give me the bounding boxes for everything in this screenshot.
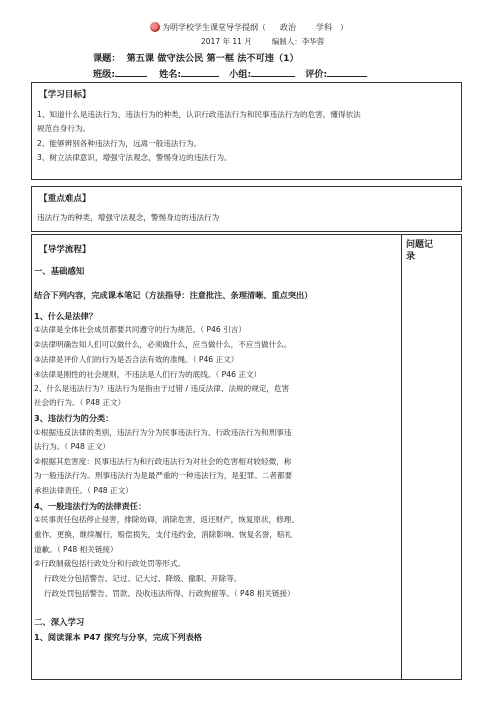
q1-item: ①法律是全体社会成员都要共同遵守的行为规范。（ P46 引言） xyxy=(34,325,246,334)
group-label: 小组: xyxy=(229,69,252,80)
instruction-text: 结合下列内容，完成课本笔记（方法指导：注意批注、条理清晰、重点突出） xyxy=(34,290,313,300)
q4-item: 重作、更换，继续履行，赔偿损失，支付违约金，消除影响、恢复名誉，赔礼 xyxy=(34,530,293,539)
q3-item: 法行为。（ P48 正文） xyxy=(34,442,111,451)
q1-item: ③法律是评价人们的行为是否合法有效的准绳。（ P46 正文） xyxy=(34,355,239,364)
q4-item: 行政处分包括警告、记过、记大过、降级、撤职、开除等。 xyxy=(44,574,242,583)
header-subject: 政治 xyxy=(280,23,296,32)
learning-goals-box xyxy=(31,82,462,180)
q3-item: ①根据违反法律的类别，违法行为分为民事违法行为、行政违法行为和刑事违 xyxy=(34,428,292,437)
school-logo-icon xyxy=(150,22,160,32)
goal-item: 1、知道什么是违法行为，违法行为的种类，认识行政违法行为和民事违法行为的危害，懂得依法 xyxy=(37,110,361,119)
deep-learning-item: 1、阅读课本 P47 探究与分享，完成下列表格 xyxy=(34,632,202,642)
key-difficulties-box xyxy=(31,186,462,232)
topic-text: 第五课 做守法公民 第一框 法不可违（1） xyxy=(126,53,299,64)
class-label: 班级: xyxy=(93,69,116,80)
goal-item: 规范自身行为。 xyxy=(37,124,91,133)
header-close-paren: ） xyxy=(340,23,348,32)
section-basic-perception: 一、基础感知 xyxy=(34,266,85,276)
q1-item: ②法律明确告知人们可以做什么，必须做什么，应当做什么，不应当做什么。 xyxy=(34,340,292,349)
goal-item: 2、能够辨别各种违法行为，远离一般违法行为。 xyxy=(37,139,202,148)
q4-item: 道歉。（ P48 相关链接） xyxy=(34,545,118,554)
header-title xyxy=(162,22,348,33)
goal-item: 3、树立法律意识，增强守法观念，警惕身边的违法行为。 xyxy=(37,153,232,162)
header-author: 编制人：李华蓉 xyxy=(271,37,325,46)
header-date: 2017 年 11 月 xyxy=(201,37,252,46)
eval-label: 评价: xyxy=(305,69,328,80)
q3-item: 为一般违法行为。刑事违法行为是最严重的一种违法行为，是犯罪。二者都要 xyxy=(34,471,293,480)
student-info-line xyxy=(93,66,367,80)
header-title-prefix: 为明学校学生课堂导学提纲（ xyxy=(162,23,266,32)
q4-item: ①民事责任包括停止侵害，排除妨碍，消除危害，返还财产，恢复原状，修理、 xyxy=(34,515,299,524)
header-date-line xyxy=(201,36,324,47)
q3-item: ②根据其危害度：民事违法行为和行政违法行为对社会的危害相对较轻微，称 xyxy=(34,457,292,466)
question-1: 1、什么是法律？ xyxy=(34,311,98,321)
key-text: 违法行为的种类，增强守法观念，警惕身边的违法行为 xyxy=(37,213,220,222)
side-divider xyxy=(401,235,402,679)
group-field[interactable] xyxy=(251,67,295,77)
problem-record-title: 问题记录 xyxy=(406,240,434,262)
topic-label: 课题： xyxy=(93,53,121,64)
eval-field[interactable] xyxy=(327,67,367,77)
guided-flow-box xyxy=(31,234,462,680)
question-2-cont: 社会的行为。（ P48 正文） xyxy=(34,398,126,407)
flow-heading: 【导学流程】 xyxy=(39,245,91,255)
name-label: 姓名: xyxy=(159,69,182,80)
name-field[interactable] xyxy=(181,67,219,77)
q4-item: ②行政制裁包括行政处分和行政处罚等形式。 xyxy=(34,559,186,568)
question-3: 3、违法行为的分类： xyxy=(34,413,114,423)
goals-heading: 【学习目标】 xyxy=(39,90,91,100)
q1-item: ④法律是刚性的社会规则，不违法是人们行为的底线。（ P46 正文） xyxy=(34,370,262,379)
question-2: 2、什么是违法行为？违法行为是指由于过错 / 违反法律、法规的规定，危害 xyxy=(34,384,290,393)
q4-item: 行政处罚包括警告、罚款、没收违法所得、行政拘留等。（ P48 相关链接） xyxy=(44,589,295,598)
q3-item: 承担法律责任。（ P48 正文） xyxy=(34,486,133,495)
section-deep-learning: 二、深入学习 xyxy=(34,617,85,627)
key-heading: 【重点难点】 xyxy=(39,194,91,204)
header-subject-word: 学科 xyxy=(316,23,332,32)
question-4: 4、一般违法行为的法律责任： xyxy=(34,501,147,511)
topic-line xyxy=(93,50,299,64)
class-field[interactable] xyxy=(115,67,147,77)
